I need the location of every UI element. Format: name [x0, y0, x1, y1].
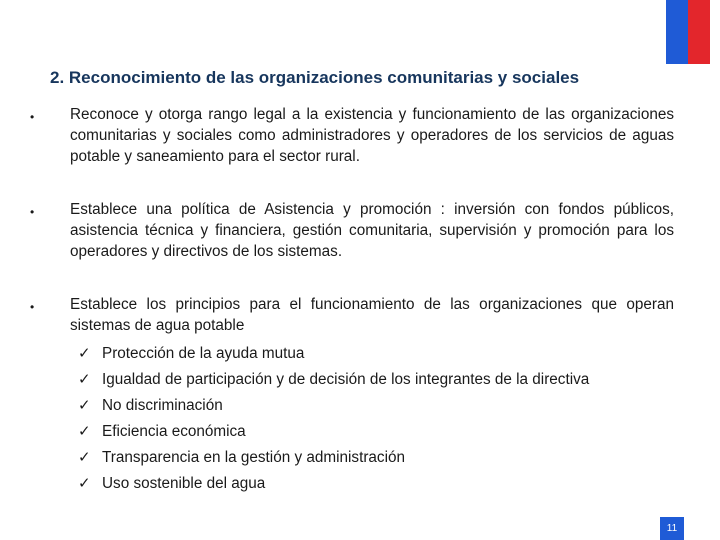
bullet-item [30, 199, 674, 262]
checkmark-icon: ✓ [78, 423, 91, 440]
principles-list [70, 341, 674, 497]
list-item [78, 367, 674, 393]
flag-red-stripe [688, 0, 710, 64]
bullet-text-intro: Establece los principios para el funcionamiento de las organizaciones que operan sistemas de agua potable [70, 296, 674, 334]
checkmark-icon: ✓ [78, 345, 91, 362]
bullet-marker: • [30, 110, 35, 124]
principle-text: Eficiencia económica [102, 423, 246, 440]
list-item [78, 341, 674, 367]
list-item [78, 393, 674, 419]
checkmark-icon: ✓ [78, 449, 91, 466]
checkmark-icon: ✓ [78, 371, 91, 388]
bullet-text: Reconoce y otorga rango legal a la existencia y funcionamiento de las organizaciones comunitarias y sociales como administradores y operadores de los servicios de aguas potable y saneamiento para el sector rural. [70, 106, 674, 165]
bullet-text: Establece una política de Asistencia y promoción : inversión con fondos públicos, asistencia técnica y financiera, gestión comunitaria, supervisión y promoción para los operadores y directivos de los sistemas. [70, 201, 674, 260]
slide-title: 2. Reconocimiento de las organizaciones comunitarias y sociales [50, 68, 580, 87]
list-item [78, 471, 674, 497]
list-item [78, 419, 674, 445]
principle-text: Protección de la ayuda mutua [102, 345, 305, 362]
principle-text: No discriminación [102, 397, 223, 414]
checkmark-icon: ✓ [78, 397, 91, 414]
list-item [78, 445, 674, 471]
flag-blue-stripe [666, 0, 688, 64]
bullet-item [30, 104, 674, 167]
page-number: 11 [660, 517, 684, 540]
bullet-marker: • [30, 300, 35, 314]
principle-text: Igualdad de participación y de decisión de los integrantes de la directiva [102, 371, 590, 388]
principle-text: Transparencia en la gestión y administración [102, 449, 405, 466]
principle-text: Uso sostenible del agua [102, 475, 266, 492]
checkmark-icon: ✓ [78, 475, 91, 492]
bullet-marker: • [30, 205, 35, 219]
bullet-item [30, 294, 674, 497]
flag-decoration [666, 0, 710, 64]
bullet-text [70, 294, 674, 497]
